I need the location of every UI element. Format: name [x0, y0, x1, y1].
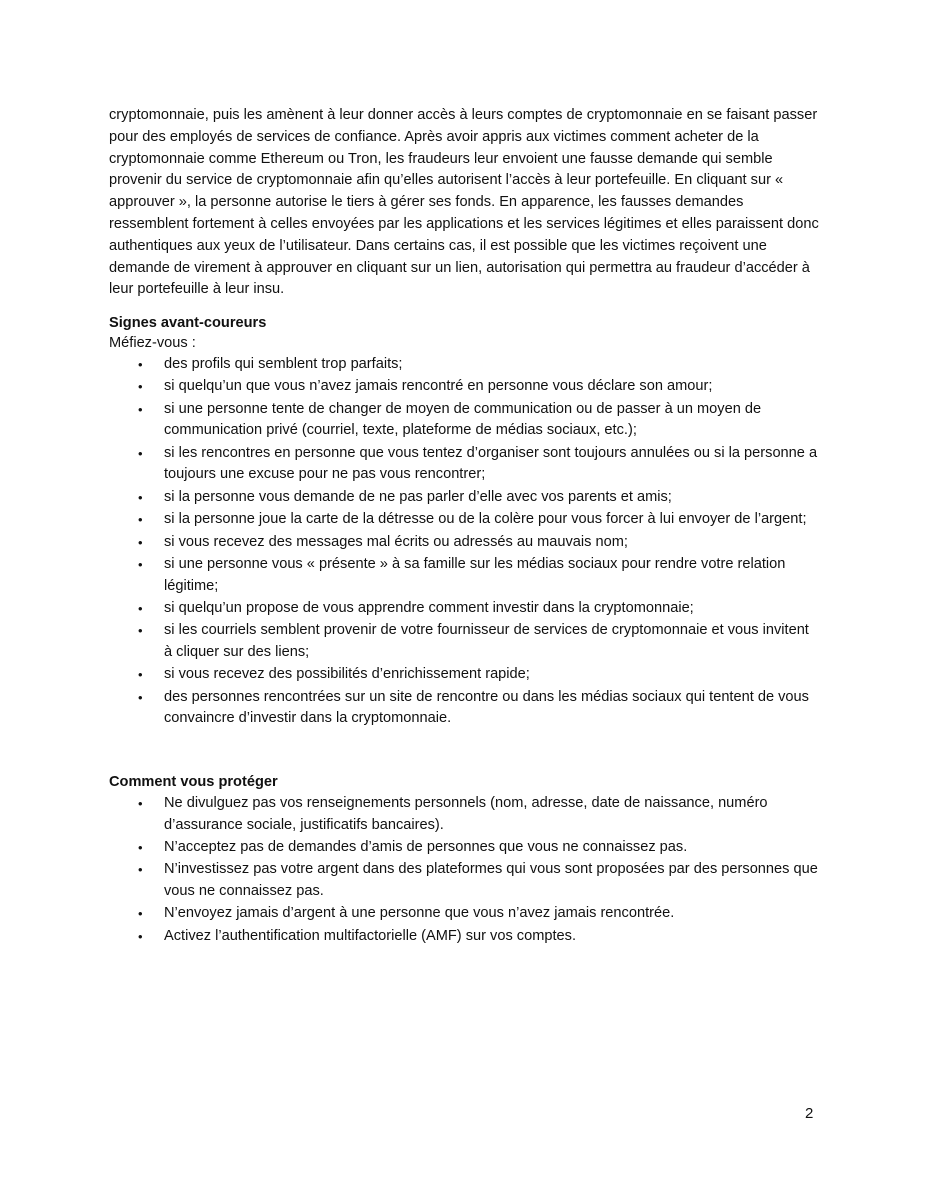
- list-item: • N’investissez pas votre argent dans des plateformes qui vous sont proposées par des personnes que vous ne connaissez pas.: [138, 861, 818, 899]
- bullet-icon: •: [138, 534, 143, 550]
- intro-paragraph: cryptomonnaie, puis les amènent à leur donner accès à leurs comptes de cryptomonnaie en se faisant passer pour des employés de services de confiance. Après avoir appris aux victimes comment acheter de la cryptomonnaie comme Ethereum ou Tron, les fraudeurs leur envoient une fausse demande qui semble provenir du service de cryptomonnaie afin qu’elles autorisent l’accès à leur portefeuille. En cliquant sur « approuver », la personne autorise le tiers à gérer ses fonds. En apparence, les fausses demandes ressemblent fortement à celles envoyées par les applications et les services légitimes et elles paraissent donc authentiques aux yeux de l’utilisateur. Dans certains cas, il est possible que les victimes reçoivent une demande de virement à approuver en cliquant sur un lien, autorisation qui permettra au fraudeur d’accéder à leur portefeuille à leur insu.: [109, 107, 819, 298]
- list-item: • si quelqu’un que vous n’avez jamais rencontré en personne vous déclare son amour;: [109, 376, 821, 398]
- list-item: • N’acceptez pas de demandes d’amis de personnes que vous ne connaissez pas.: [109, 837, 821, 859]
- bullet-icon: •: [138, 357, 143, 372]
- list-item: • Ne divulguez pas vos renseignements personnels (nom, adresse, date de naissance, numéro d’assurance sociale, justificatifs bancaires).: [138, 795, 768, 833]
- list-item: • N’envoyez jamais d’argent à une personne que vous n’avez jamais rencontrée.: [109, 903, 821, 925]
- list-item: • des profils qui semblent trop parfaits;: [109, 354, 821, 376]
- list-item: • si vous recevez des messages mal écrits ou adressés au mauvais nom;: [109, 532, 821, 554]
- list-item: • des personnes rencontrées sur un site de rencontre ou dans les médias sociaux qui tentent de vous convaincre d’investir dans la cryptomonnaie.: [138, 688, 809, 727]
- list-item: • si vous recevez des possibilités d’enrichissement rapide;: [109, 664, 821, 686]
- list-item: • si la personne vous demande de ne pas parler d’elle avec vos parents et amis;: [109, 487, 821, 509]
- list-item: • si les rencontres en personne que vous tentez d’organiser sont toujours annulées ou si la personne a toujours une excuse pour ne pas vous rencontrer;: [138, 444, 818, 483]
- bullet-icon: •: [138, 862, 143, 878]
- list-item: • si les courriels semblent provenir de votre fournisseur de services de cryptomonnaie et vous invitent à cliquer sur des liens;: [138, 622, 809, 660]
- bullet-icon: •: [138, 379, 143, 395]
- page-number: 2: [805, 1105, 814, 1122]
- list-item: • Activez l’authentification multifactorielle (AMF) sur vos comptes.: [109, 926, 821, 948]
- bullet-icon: •: [138, 600, 143, 616]
- protection-heading: Comment vous protéger: [109, 774, 278, 790]
- bullet-icon: •: [138, 689, 143, 705]
- warning-signs-heading: Signes avant-coureurs: [109, 315, 267, 331]
- bullet-icon: •: [138, 512, 143, 528]
- warning-signs-list: [109, 354, 821, 731]
- bullet-icon: •: [138, 556, 143, 572]
- bullet-icon: •: [138, 489, 143, 505]
- list-item: • si une personne tente de changer de moyen de communication ou de passer à un moyen de communication privé (courriel, texte, plateforme de médias sociaux, etc.);: [138, 400, 762, 439]
- protection-list: [109, 793, 821, 948]
- bullet-icon: •: [138, 928, 143, 944]
- bullet-icon: •: [138, 445, 143, 461]
- list-item: • si la personne joue la carte de la détresse ou de la colère pour vous forcer à lui envoyer de l’argent;: [109, 509, 821, 531]
- bullet-icon: •: [138, 667, 143, 683]
- bullet-icon: •: [138, 839, 143, 855]
- bullet-icon: •: [138, 623, 143, 639]
- bullet-icon: •: [138, 796, 143, 811]
- warning-signs-lead: Méfiez-vous :: [109, 335, 196, 351]
- bullet-icon: •: [138, 906, 143, 922]
- bullet-icon: •: [138, 401, 143, 417]
- list-item: • si quelqu’un propose de vous apprendre comment investir dans la cryptomonnaie;: [109, 598, 821, 620]
- list-item: • si une personne vous « présente » à sa famille sur les médias sociaux pour rendre votre relation légitime;: [138, 555, 786, 594]
